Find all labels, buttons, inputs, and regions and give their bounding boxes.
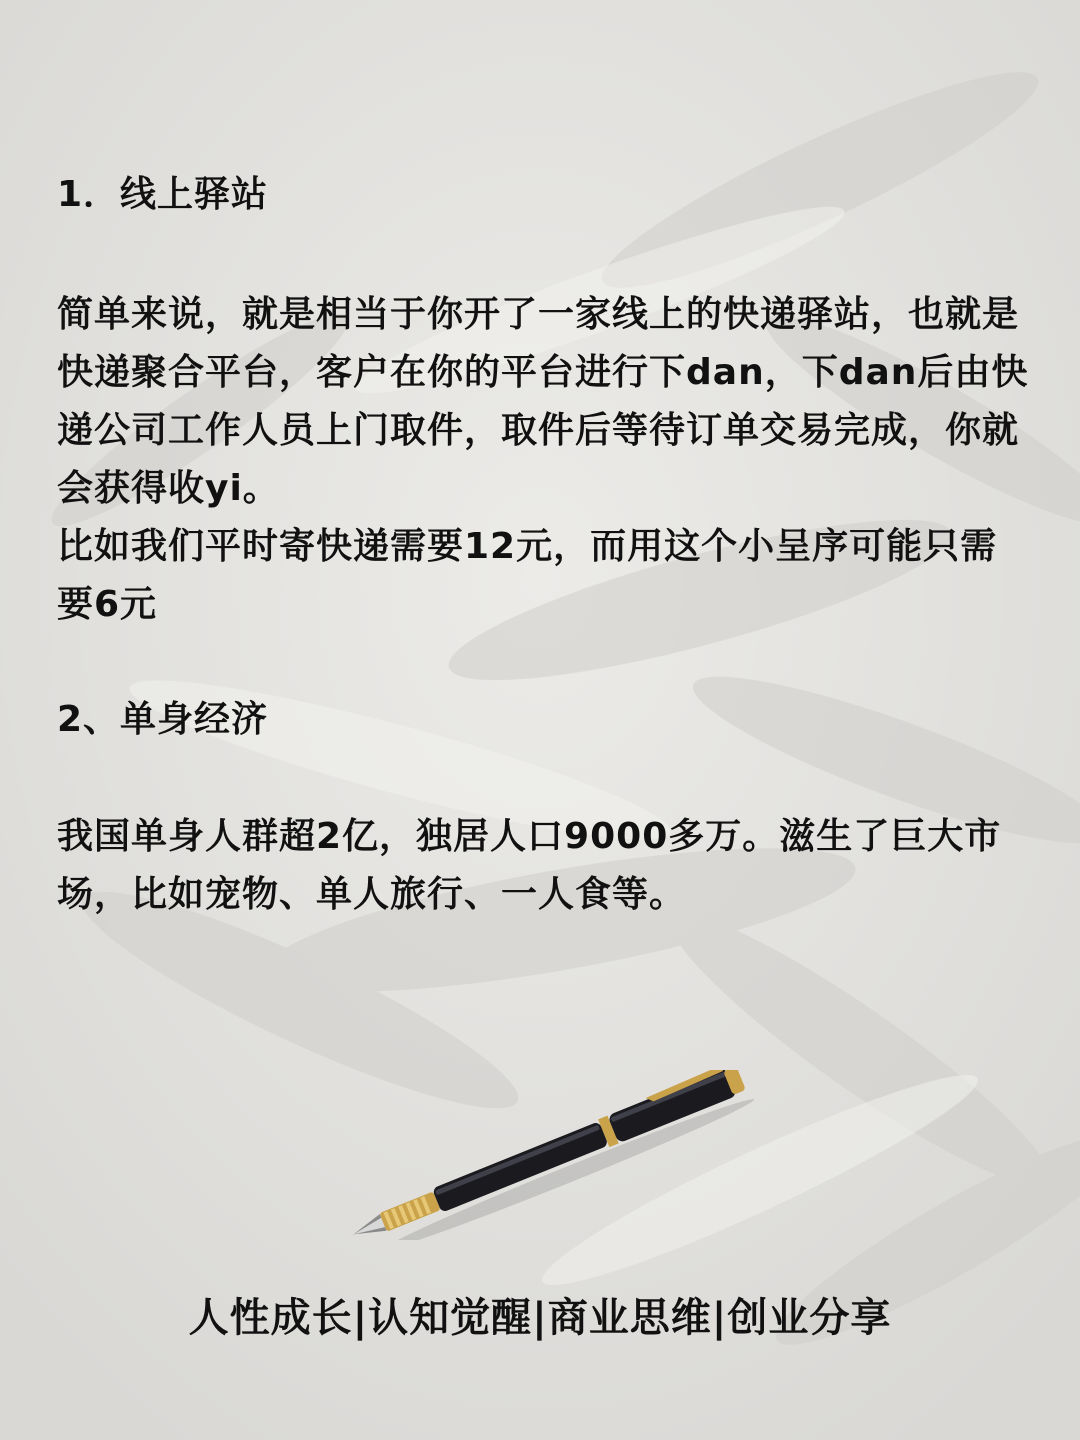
- section-2-paragraph-1: 我国单身人群超2亿，独居人口9000多万。滋生了巨大市场，比如宠物、单人旅行、一人食等。: [57, 816, 1002, 915]
- footer-tagline: 人性成长|认知觉醒|商业思维|创业分享: [188, 1295, 892, 1341]
- section-1-body: [57, 286, 1032, 634]
- section-2-heading: 2、单身经济: [57, 699, 269, 740]
- section-1-heading: 1．线上驿站: [57, 174, 269, 215]
- section-1-paragraph-1: 简单来说，就是相当于你开了一家线上的快递驿站，也就是快递聚合平台，客户在你的平台进行下dan，下dan后由快递公司工作人员上门取件，取件后等待订单交易完成，你就会获得收yi。: [57, 294, 1029, 509]
- section-1-paragraph-2: 比如我们平时寄快递需要12元，而用这个小呈序可能只需要6元: [57, 526, 998, 625]
- fountain-pen-icon: [330, 1070, 770, 1240]
- section-2-body: [57, 808, 1032, 924]
